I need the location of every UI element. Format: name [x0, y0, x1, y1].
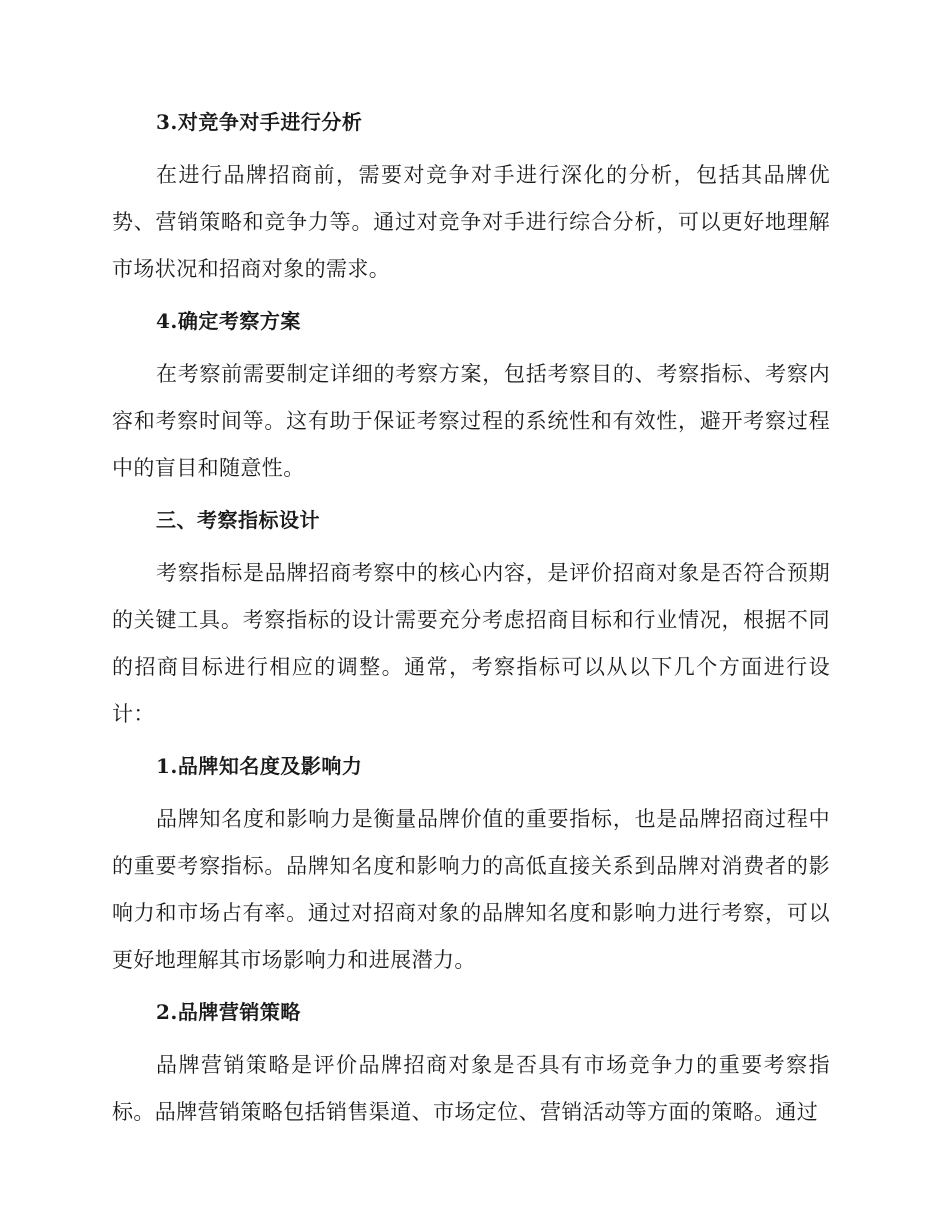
- section-indicator-design: [112, 504, 830, 738]
- section-paragraph: 品牌营销策略是评价品牌招商对象是否具有市场竞争力的重要考察指标。品牌营销策略包括销售渠道、市场定位、营销活动等方面的策略。通过: [112, 1053, 830, 1124]
- section-brand-awareness: [112, 750, 830, 984]
- section-heading: 4.确定考察方案: [156, 309, 301, 333]
- section-heading: 1.品牌知名度及影响力: [156, 754, 363, 778]
- section-heading: 三、考察指标设计: [156, 508, 320, 532]
- section-heading: 3.对竞争对手进行分析: [156, 110, 363, 134]
- section-heading: 2.品牌营销策略: [156, 1000, 301, 1024]
- section-competitor-analysis: [112, 106, 830, 293]
- document-page: [112, 106, 830, 1148]
- section-paragraph: 考察指标是品牌招商考察中的核心内容，是评价招商对象是否符合预期的关键工具。考察指标的设计需要充分考虑招商目标和行业情况，根据不同的招商目标进行相应的调整。通常，考察指标可以从以下几个方面进行设计：: [112, 561, 830, 726]
- section-paragraph: 在考察前需要制定详细的考察方案，包括考察目的、考察指标、考察内容和考察时间等。这有助于保证考察过程的系统性和有效性，避开考察过程中的盲目和随意性。: [112, 362, 830, 480]
- section-paragraph: 品牌知名度和影响力是衡量品牌价值的重要指标，也是品牌招商过程中的重要考察指标。品牌知名度和影响力的高低直接关系到品牌对消费者的影响力和市场占有率。通过对招商对象的品牌知名度和影响力进行考察，可以更好地理解其市场影响力和进展潜力。: [112, 807, 830, 972]
- section-paragraph: 在进行品牌招商前，需要对竞争对手进行深化的分析，包括其品牌优势、营销策略和竞争力等。通过对竞争对手进行综合分析，可以更好地理解市场状况和招商对象的需求。: [112, 163, 830, 281]
- section-inspection-plan: [112, 305, 830, 492]
- section-marketing-strategy: [112, 996, 830, 1136]
